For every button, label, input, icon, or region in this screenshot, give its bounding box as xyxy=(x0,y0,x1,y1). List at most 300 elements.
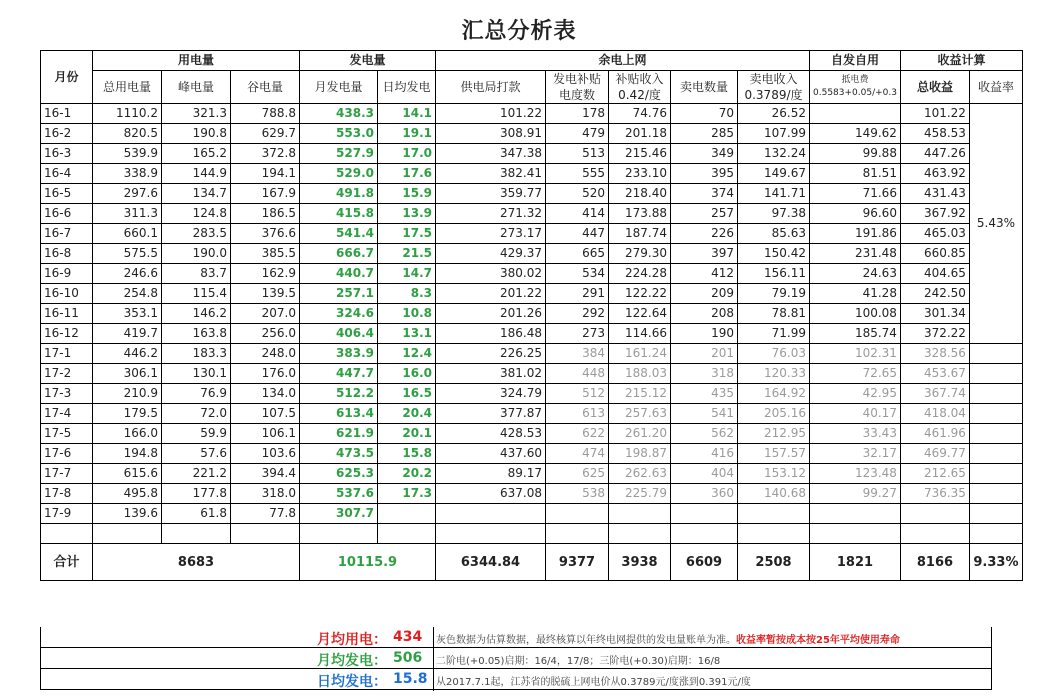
table-row xyxy=(41,304,1023,324)
footer-note-2: 二阶电(+0.05)启期：16/4，17/8；三阶电(+0.30)启期：16/8 xyxy=(436,656,721,667)
cell-sell-kwh: 360 xyxy=(671,484,738,504)
header-supply: 供电局打款 xyxy=(436,71,546,104)
cell-month: 16-11 xyxy=(41,304,93,324)
cell-month-gen: 621.9 xyxy=(300,424,378,444)
empty-row xyxy=(41,524,1023,544)
cell-self-use: 81.51 xyxy=(810,164,901,184)
cell-sell-income xyxy=(738,504,810,524)
cell-month-gen: 473.5 xyxy=(300,444,378,464)
cell-total-use: 660.1 xyxy=(93,224,162,244)
cell-self-use: 191.86 xyxy=(810,224,901,244)
cell-sell-kwh: 318 xyxy=(671,364,738,384)
cell-total-use: 615.6 xyxy=(93,464,162,484)
cell-subsidy-kwh: 474 xyxy=(546,444,609,464)
cell-valley: 194.1 xyxy=(231,164,300,184)
footer-row-daily-gen xyxy=(40,669,992,690)
cell-total-income: 212.65 xyxy=(900,464,969,484)
totals-total-income: 8166 xyxy=(900,544,969,581)
footer-note-1 xyxy=(436,631,900,646)
cell-peak: 124.8 xyxy=(162,204,231,224)
cell-valley: 176.0 xyxy=(231,364,300,384)
empty-cell xyxy=(900,524,969,544)
table-row xyxy=(41,364,1023,384)
header-peak: 峰电量 xyxy=(162,71,231,104)
cell-subsidy-income: 215.12 xyxy=(609,384,671,404)
cell-valley: 248.0 xyxy=(231,344,300,364)
cell-valley: 318.0 xyxy=(231,484,300,504)
cell-month: 16-10 xyxy=(41,284,93,304)
cell-sell-kwh: 349 xyxy=(671,144,738,164)
cell-total-income: 367.74 xyxy=(900,384,969,404)
cell-supply: 271.32 xyxy=(436,204,546,224)
page-title: 汇总分析表 xyxy=(461,19,577,44)
cell-sell-kwh: 285 xyxy=(671,124,738,144)
cell-supply: 382.41 xyxy=(436,164,546,184)
cell-subsidy-income: 201.18 xyxy=(609,124,671,144)
cell-supply: 637.08 xyxy=(436,484,546,504)
cell-daily-gen: 16.5 xyxy=(378,384,436,404)
cell-subsidy-income: 114.66 xyxy=(609,324,671,344)
cell-subsidy-kwh: 178 xyxy=(546,104,609,124)
cell-month-gen: 447.7 xyxy=(300,364,378,384)
cell-total-use: 139.6 xyxy=(93,504,162,524)
cell-total-use: 446.2 xyxy=(93,344,162,364)
cell-self-use: 41.28 xyxy=(810,284,901,304)
cell-month-gen: 307.7 xyxy=(300,504,378,524)
cell-valley: 106.1 xyxy=(231,424,300,444)
avg-use-value: 434 xyxy=(393,629,423,645)
cell-sell-income: 156.11 xyxy=(738,264,810,284)
cell-peak: 190.0 xyxy=(162,244,231,264)
cell-sell-kwh: 208 xyxy=(671,304,738,324)
table-row xyxy=(41,164,1023,184)
daily-gen-label: 日均发电： xyxy=(317,674,387,690)
cell-valley: 372.8 xyxy=(231,144,300,164)
cell-yield-rate xyxy=(969,484,1022,504)
cell-yield-rate xyxy=(969,464,1022,484)
cell-subsidy-kwh: 534 xyxy=(546,264,609,284)
header-sell-kwh: 卖电数量 xyxy=(671,71,738,104)
totals-self-use: 1821 xyxy=(810,544,901,581)
cell-total-use: 338.9 xyxy=(93,164,162,184)
cell-subsidy-income: 279.30 xyxy=(609,244,671,264)
cell-daily-gen: 13.9 xyxy=(378,204,436,224)
cell-month-gen: 438.3 xyxy=(300,104,378,124)
table-row xyxy=(41,384,1023,404)
cell-daily-gen: 12.4 xyxy=(378,344,436,364)
cell-supply: 428.53 xyxy=(436,424,546,444)
cell-total-income: 660.85 xyxy=(900,244,969,264)
table-row xyxy=(41,484,1023,504)
cell-subsidy-kwh: 665 xyxy=(546,244,609,264)
header-subsidy-income: 补贴收入0.42/度 xyxy=(609,71,671,104)
cell-subsidy-kwh: 479 xyxy=(546,124,609,144)
cell-month: 17-4 xyxy=(41,404,93,424)
empty-cell xyxy=(41,524,93,544)
cell-supply: 381.02 xyxy=(436,364,546,384)
cell-month: 16-8 xyxy=(41,244,93,264)
cell-subsidy-kwh: 512 xyxy=(546,384,609,404)
cell-month-gen: 440.7 xyxy=(300,264,378,284)
cell-valley: 167.9 xyxy=(231,184,300,204)
cell-total-income: 367.92 xyxy=(900,204,969,224)
cell-subsidy-kwh: 291 xyxy=(546,284,609,304)
cell-total-use: 539.9 xyxy=(93,144,162,164)
cell-daily-gen: 16.0 xyxy=(378,364,436,384)
note-1-red-text: 收益率暂按成本按25年平均使用寿命 xyxy=(736,635,900,646)
empty-cell xyxy=(300,524,378,544)
cell-total-use: 419.7 xyxy=(93,324,162,344)
cell-daily-gen: 17.6 xyxy=(378,164,436,184)
cell-sell-kwh: 541 xyxy=(671,404,738,424)
cell-self-use: 33.43 xyxy=(810,424,901,444)
cell-yield-rate xyxy=(969,364,1022,384)
header-daily-gen: 日均发电 xyxy=(378,71,436,104)
cell-month-gen: 613.4 xyxy=(300,404,378,424)
cell-supply: 226.25 xyxy=(436,344,546,364)
cell-supply: 308.91 xyxy=(436,124,546,144)
cell-daily-gen: 14.7 xyxy=(378,264,436,284)
cell-yield-rate xyxy=(969,344,1022,364)
cell-subsidy-income: 122.22 xyxy=(609,284,671,304)
cell-supply: 359.77 xyxy=(436,184,546,204)
cell-sell-kwh: 201 xyxy=(671,344,738,364)
cell-month-gen: 541.4 xyxy=(300,224,378,244)
cell-subsidy-income: 187.74 xyxy=(609,224,671,244)
cell-sell-kwh: 374 xyxy=(671,184,738,204)
cell-subsidy-income: 215.46 xyxy=(609,144,671,164)
cell-month: 17-8 xyxy=(41,484,93,504)
cell-sell-kwh: 190 xyxy=(671,324,738,344)
cell-supply: 347.38 xyxy=(436,144,546,164)
cell-sell-income: 212.95 xyxy=(738,424,810,444)
totals-yield-rate: 9.33% xyxy=(969,544,1022,581)
cell-month: 17-2 xyxy=(41,364,93,384)
empty-cell xyxy=(93,524,162,544)
totals-supply: 6344.84 xyxy=(436,544,546,581)
cell-subsidy-kwh xyxy=(546,504,609,524)
cell-total-income: 453.67 xyxy=(900,364,969,384)
cell-month: 16-2 xyxy=(41,124,93,144)
cell-month-gen: 415.8 xyxy=(300,204,378,224)
table-row xyxy=(41,464,1023,484)
cell-total-income: 461.96 xyxy=(900,424,969,444)
header-income-group: 收益计算 xyxy=(900,51,1022,71)
cell-peak: 130.1 xyxy=(162,364,231,384)
footer-note-3: 从2017.7.1起，江苏省的脱硫上网电价从0.3789元/度涨到0.391元/度 xyxy=(436,677,751,688)
cell-daily-gen: 17.3 xyxy=(378,484,436,504)
cell-total-use: 194.8 xyxy=(93,444,162,464)
cell-self-use: 99.88 xyxy=(810,144,901,164)
cell-total-use: 246.6 xyxy=(93,264,162,284)
cell-sell-income: 157.57 xyxy=(738,444,810,464)
cell-valley: 186.5 xyxy=(231,204,300,224)
cell-daily-gen: 14.1 xyxy=(378,104,436,124)
cell-sell-kwh: 226 xyxy=(671,224,738,244)
cell-peak: 59.9 xyxy=(162,424,231,444)
cell-self-use: 71.66 xyxy=(810,184,901,204)
cell-peak: 76.9 xyxy=(162,384,231,404)
table-row xyxy=(41,444,1023,464)
cell-subsidy-income xyxy=(609,504,671,524)
cell-daily-gen: 19.1 xyxy=(378,124,436,144)
cell-month: 16-6 xyxy=(41,204,93,224)
cell-daily-gen: 20.2 xyxy=(378,464,436,484)
cell-peak: 61.8 xyxy=(162,504,231,524)
cell-yield-rate xyxy=(969,504,1022,524)
totals-row xyxy=(41,544,1023,581)
empty-cell xyxy=(378,524,436,544)
cell-supply: 324.79 xyxy=(436,384,546,404)
cell-peak: 146.2 xyxy=(162,304,231,324)
cell-total-income: 404.65 xyxy=(900,264,969,284)
table-row xyxy=(41,284,1023,304)
cell-self-use: 100.08 xyxy=(810,304,901,324)
cell-sell-kwh: 562 xyxy=(671,424,738,444)
avg-use-label: 月均用电： xyxy=(317,632,387,648)
table-row xyxy=(41,404,1023,424)
cell-subsidy-kwh: 520 xyxy=(546,184,609,204)
table-row xyxy=(41,244,1023,264)
cell-month-gen: 257.1 xyxy=(300,284,378,304)
cell-sell-income: 79.19 xyxy=(738,284,810,304)
header-sell-income: 卖电收入0.3789/度 xyxy=(738,71,810,104)
cell-peak: 115.4 xyxy=(162,284,231,304)
empty-cell xyxy=(162,524,231,544)
cell-sell-income: 120.33 xyxy=(738,364,810,384)
table-row xyxy=(41,264,1023,284)
cell-self-use: 40.17 xyxy=(810,404,901,424)
cell-sell-income: 150.42 xyxy=(738,244,810,264)
cell-total-income: 431.43 xyxy=(900,184,969,204)
cell-daily-gen: 13.1 xyxy=(378,324,436,344)
cell-self-use: 231.48 xyxy=(810,244,901,264)
avg-gen-value: 506 xyxy=(393,650,423,666)
cell-subsidy-kwh: 513 xyxy=(546,144,609,164)
empty-cell xyxy=(969,524,1022,544)
cell-supply: 273.17 xyxy=(436,224,546,244)
empty-cell xyxy=(671,524,738,544)
cell-subsidy-income: 198.87 xyxy=(609,444,671,464)
cell-month: 17-5 xyxy=(41,424,93,444)
cell-total-use: 297.6 xyxy=(93,184,162,204)
cell-sell-kwh xyxy=(671,504,738,524)
cell-supply: 101.22 xyxy=(436,104,546,124)
cell-month-gen: 406.4 xyxy=(300,324,378,344)
cell-total-income: 469.77 xyxy=(900,444,969,464)
cell-total-income: 372.22 xyxy=(900,324,969,344)
cell-subsidy-kwh: 622 xyxy=(546,424,609,444)
empty-cell xyxy=(546,524,609,544)
cell-total-use: 210.9 xyxy=(93,384,162,404)
cell-peak: 163.8 xyxy=(162,324,231,344)
totals-subsidy-kwh: 9377 xyxy=(546,544,609,581)
cell-total-income: 736.35 xyxy=(900,484,969,504)
cell-month: 16-3 xyxy=(41,144,93,164)
cell-month: 17-9 xyxy=(41,504,93,524)
cell-month: 17-7 xyxy=(41,464,93,484)
table-row xyxy=(41,344,1023,364)
note-1-text: 灰色数据为估算数据，最终核算以年终电网提供的发电量账单为准。 xyxy=(436,635,736,646)
cell-total-income: 242.50 xyxy=(900,284,969,304)
totals-use: 8683 xyxy=(93,544,300,581)
cell-month: 17-3 xyxy=(41,384,93,404)
cell-subsidy-income: 74.76 xyxy=(609,104,671,124)
cell-total-income: 328.56 xyxy=(900,344,969,364)
cell-total-use: 820.5 xyxy=(93,124,162,144)
cell-self-use: 32.17 xyxy=(810,444,901,464)
cell-total-use: 495.8 xyxy=(93,484,162,504)
totals-gen: 10115.9 xyxy=(300,544,436,581)
table-row xyxy=(41,504,1023,524)
cell-month: 16-12 xyxy=(41,324,93,344)
cell-sell-kwh: 412 xyxy=(671,264,738,284)
cell-sell-kwh: 397 xyxy=(671,244,738,264)
cell-month: 16-5 xyxy=(41,184,93,204)
cell-subsidy-income: 233.10 xyxy=(609,164,671,184)
cell-yield-rate xyxy=(969,384,1022,404)
cell-supply: 201.22 xyxy=(436,284,546,304)
totals-subsidy-income: 3938 xyxy=(609,544,671,581)
header-total-use: 总用电量 xyxy=(93,71,162,104)
cell-total-income xyxy=(900,504,969,524)
cell-sell-kwh: 435 xyxy=(671,384,738,404)
cell-total-use: 311.3 xyxy=(93,204,162,224)
cell-total-use: 166.0 xyxy=(93,424,162,444)
cell-peak: 144.9 xyxy=(162,164,231,184)
cell-self-use xyxy=(810,504,901,524)
cell-sell-kwh: 209 xyxy=(671,284,738,304)
cell-total-income: 301.34 xyxy=(900,304,969,324)
cell-valley: 207.0 xyxy=(231,304,300,324)
cell-sell-income: 26.52 xyxy=(738,104,810,124)
cell-valley: 139.5 xyxy=(231,284,300,304)
table-row xyxy=(41,424,1023,444)
cell-yield-2016: 5.43% xyxy=(969,104,1022,344)
cell-sell-income: 107.99 xyxy=(738,124,810,144)
cell-supply: 377.87 xyxy=(436,404,546,424)
cell-subsidy-kwh: 273 xyxy=(546,324,609,344)
cell-sell-income: 71.99 xyxy=(738,324,810,344)
cell-valley: 103.6 xyxy=(231,444,300,464)
header-self-group: 自发自用 xyxy=(810,51,901,71)
cell-valley: 394.4 xyxy=(231,464,300,484)
header-month: 月份 xyxy=(41,51,93,104)
cell-total-use: 254.8 xyxy=(93,284,162,304)
cell-sell-kwh: 395 xyxy=(671,164,738,184)
cell-daily-gen: 15.8 xyxy=(378,444,436,464)
cell-sell-income: 164.92 xyxy=(738,384,810,404)
cell-self-use: 123.48 xyxy=(810,464,901,484)
cell-peak: 321.3 xyxy=(162,104,231,124)
cell-supply: 429.37 xyxy=(436,244,546,264)
cell-self-use xyxy=(810,104,901,124)
avg-gen-label: 月均发电： xyxy=(317,653,387,669)
cell-total-income: 101.22 xyxy=(900,104,969,124)
cell-subsidy-income: 173.88 xyxy=(609,204,671,224)
cell-peak: 190.8 xyxy=(162,124,231,144)
cell-total-use: 353.1 xyxy=(93,304,162,324)
cell-month-gen: 512.2 xyxy=(300,384,378,404)
cell-valley: 77.8 xyxy=(231,504,300,524)
footer-summary xyxy=(40,627,992,691)
cell-peak: 221.2 xyxy=(162,464,231,484)
cell-total-use: 306.1 xyxy=(93,364,162,384)
cell-subsidy-income: 122.64 xyxy=(609,304,671,324)
cell-month-gen: 491.8 xyxy=(300,184,378,204)
cell-total-income: 465.03 xyxy=(900,224,969,244)
cell-sell-income: 149.67 xyxy=(738,164,810,184)
cell-total-use: 575.5 xyxy=(93,244,162,264)
table-row xyxy=(41,204,1023,224)
cell-sell-income: 76.03 xyxy=(738,344,810,364)
cell-subsidy-kwh: 447 xyxy=(546,224,609,244)
cell-month-gen: 625.3 xyxy=(300,464,378,484)
header-grid-group: 余电上网 xyxy=(436,51,810,71)
cell-daily-gen: 17.5 xyxy=(378,224,436,244)
totals-label: 合计 xyxy=(41,544,93,581)
header-gen-group: 发电量 xyxy=(300,51,436,71)
cell-sell-kwh: 70 xyxy=(671,104,738,124)
header-yield-rate: 收益率 xyxy=(969,71,1022,104)
summary-table xyxy=(40,50,1023,581)
cell-self-use: 99.27 xyxy=(810,484,901,504)
cell-sell-income: 140.68 xyxy=(738,484,810,504)
footer-row-avg-gen xyxy=(40,648,992,669)
cell-valley: 629.7 xyxy=(231,124,300,144)
cell-month: 16-9 xyxy=(41,264,93,284)
cell-month: 16-7 xyxy=(41,224,93,244)
cell-valley: 162.9 xyxy=(231,264,300,284)
cell-subsidy-kwh: 625 xyxy=(546,464,609,484)
cell-daily-gen: 10.8 xyxy=(378,304,436,324)
totals-sell-kwh: 6609 xyxy=(671,544,738,581)
cell-subsidy-income: 161.24 xyxy=(609,344,671,364)
cell-month-gen: 537.6 xyxy=(300,484,378,504)
cell-sell-kwh: 257 xyxy=(671,204,738,224)
cell-peak: 57.6 xyxy=(162,444,231,464)
cell-total-use: 179.5 xyxy=(93,404,162,424)
cell-self-use: 42.95 xyxy=(810,384,901,404)
cell-month-gen: 666.7 xyxy=(300,244,378,264)
empty-cell xyxy=(738,524,810,544)
table-row xyxy=(41,104,1023,124)
cell-sell-income: 153.12 xyxy=(738,464,810,484)
cell-peak: 83.7 xyxy=(162,264,231,284)
table-row xyxy=(41,224,1023,244)
empty-cell xyxy=(810,524,901,544)
cell-yield-rate xyxy=(969,424,1022,444)
cell-peak: 134.7 xyxy=(162,184,231,204)
cell-daily-gen: 20.1 xyxy=(378,424,436,444)
cell-valley: 134.0 xyxy=(231,384,300,404)
cell-subsidy-income: 261.20 xyxy=(609,424,671,444)
cell-sell-income: 205.16 xyxy=(738,404,810,424)
cell-total-use: 1110.2 xyxy=(93,104,162,124)
cell-daily-gen: 15.9 xyxy=(378,184,436,204)
cell-daily-gen: 17.0 xyxy=(378,144,436,164)
cell-subsidy-income: 257.63 xyxy=(609,404,671,424)
cell-total-income: 418.04 xyxy=(900,404,969,424)
cell-subsidy-kwh: 292 xyxy=(546,304,609,324)
cell-sell-income: 132.24 xyxy=(738,144,810,164)
cell-sell-kwh: 416 xyxy=(671,444,738,464)
cell-subsidy-kwh: 538 xyxy=(546,484,609,504)
cell-subsidy-income: 225.79 xyxy=(609,484,671,504)
table-row xyxy=(41,184,1023,204)
footer-row-avg-use xyxy=(40,627,992,648)
cell-peak: 72.0 xyxy=(162,404,231,424)
